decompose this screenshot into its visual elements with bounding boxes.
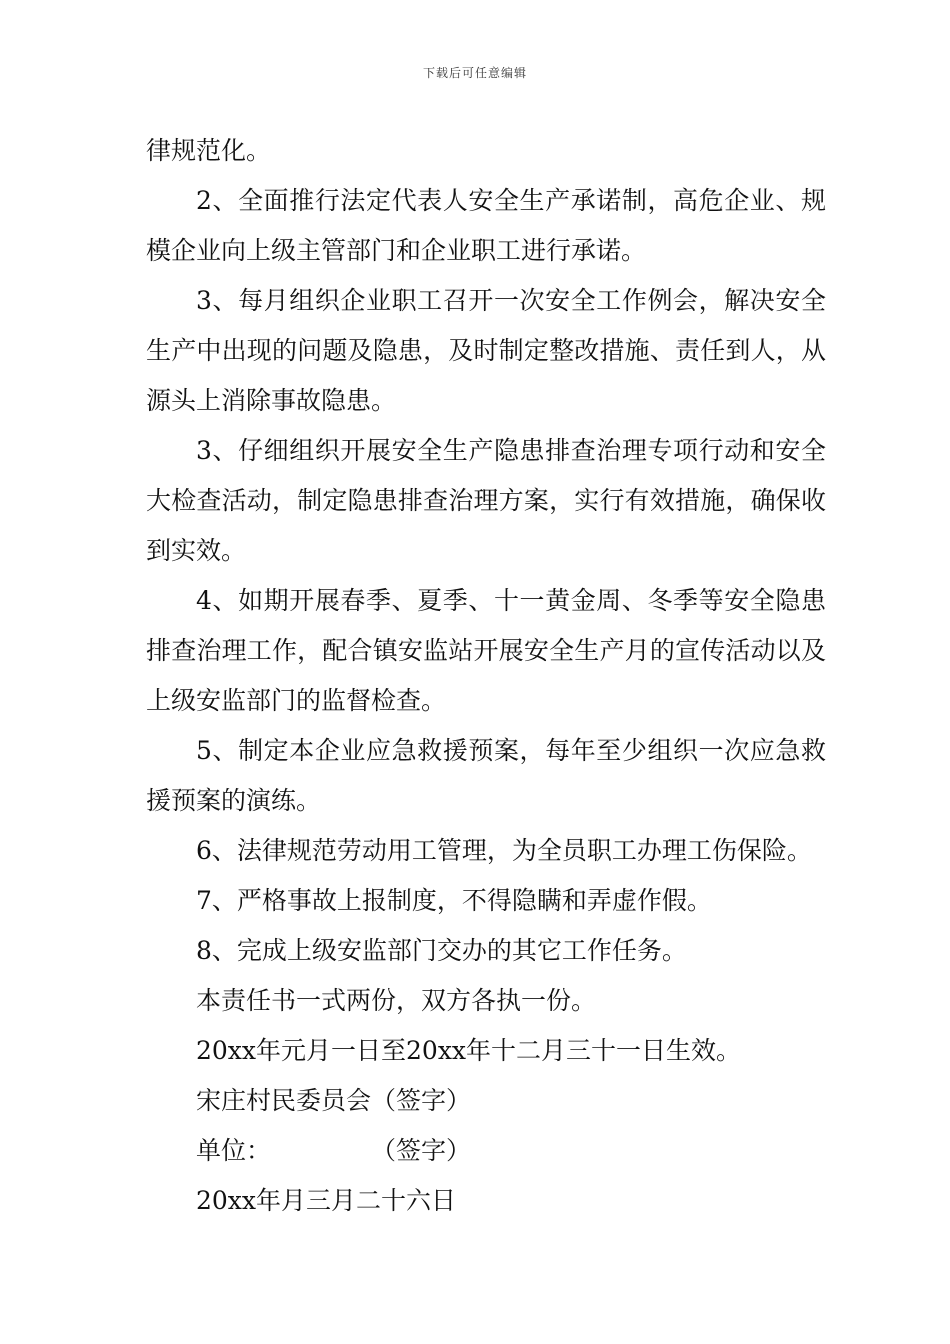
party-a-signature: 宋庄村民委员会（签字）	[196, 1086, 472, 1115]
paragraph-continuation: 律规范化。	[146, 136, 272, 165]
validity-statement: 20xx年元月一日至20xx年十二月三十一日生效。	[196, 1036, 742, 1065]
document-date: 20xx年月三月二十六日	[196, 1186, 457, 1215]
paragraph-item-2: 2、全面推行法定代表人安全生产承诺制，高危企业、规模企业向上级主管部门和企业职工进行承诺。	[146, 186, 826, 265]
paragraph-item-4: 4、如期开展春季、夏季、十一黄金周、冬季等安全隐患排查治理工作，配合镇安监站开展安全生产月的宣传活动以及上级安监部门的监督检查。	[146, 586, 826, 715]
paragraph-item-7: 7、严格事故上报制度，不得隐瞒和弄虚作假。	[196, 886, 712, 915]
paragraph-item-8: 8、完成上级安监部门交办的其它工作任务。	[196, 936, 687, 965]
paragraph-item-5: 5、制定本企业应急救援预案，每年至少组织一次应急救援预案的演练。	[146, 736, 826, 815]
paragraph-item-3a: 3、每月组织企业职工召开一次安全工作例会，解决安全生产中出现的问题及隐患，及时制定整改措施、责任到人，从源头上消除事故隐患。	[146, 286, 826, 415]
paragraph-item-6: 6、法律规范劳动用工管理，为全员职工办理工伤保险。	[196, 836, 812, 865]
copies-statement: 本责任书一式两份，双方各执一份。	[196, 986, 597, 1015]
paragraph-item-3b: 3、仔细组织开展安全生产隐患排查治理专项行动和安全大检查活动，制定隐患排查治理方案，实行有效措施，确保收到实效。	[146, 436, 826, 565]
party-b-signature	[146, 1126, 826, 1176]
page-header: 下载后可任意编辑	[422, 66, 527, 80]
party-b-label: 单位：	[196, 1136, 272, 1165]
document-body	[146, 126, 826, 1226]
party-b-sign: （签字）	[371, 1136, 472, 1165]
